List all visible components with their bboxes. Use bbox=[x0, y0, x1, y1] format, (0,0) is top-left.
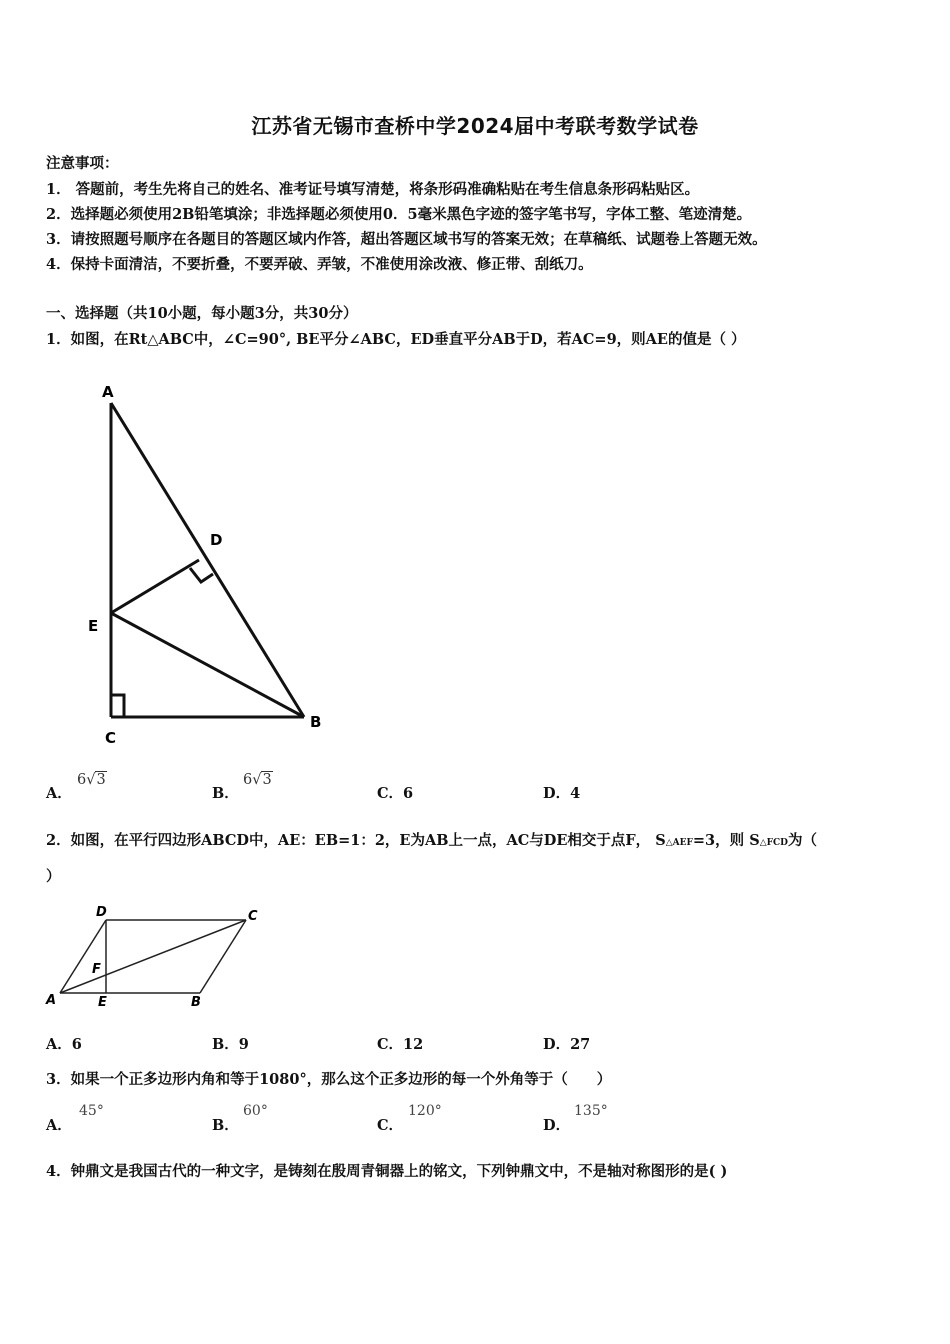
label-b: B bbox=[191, 995, 201, 1010]
question-1-stem: 1．如图，在Rt△ABC中，∠C=90°, BE平分∠ABC，ED垂直平分AB于D，若AC=9，则AE的值是（ ） bbox=[46, 331, 746, 348]
label-a: A bbox=[102, 383, 114, 401]
label-d: D bbox=[210, 531, 223, 549]
q1-option-a-label: A． bbox=[46, 785, 72, 802]
label-d: D bbox=[96, 905, 107, 920]
segment-eb bbox=[111, 613, 304, 717]
q2-option-b: B．9 bbox=[212, 1036, 249, 1053]
q1-option-a-value: 6√3 bbox=[77, 772, 106, 788]
question-2-stem: 2．如图，在平行四边形ABCD中，AE：EB=1：2，E为AB上一点，AC与DE相交于点F， S△AEF=3，则 S△FCD为（ bbox=[46, 832, 817, 849]
notice-heading: 注意事项： bbox=[46, 155, 119, 172]
notice-item-4: 4．保持卡面清洁，不要折叠，不要弄破、弄皱，不准使用涂改液、修正带、刮纸刀。 bbox=[46, 256, 593, 273]
q1-option-b-label: B． bbox=[212, 785, 239, 802]
segment-ed bbox=[111, 560, 199, 613]
segment-ad bbox=[60, 920, 106, 993]
label-c: C bbox=[105, 729, 117, 747]
notice-item-3: 3．请按照题号顺序在各题目的答题区域内作答，超出答题区域书写的答案无效；在草稿纸、试题卷上答题无效。 bbox=[46, 231, 767, 248]
q2-option-d: D．27 bbox=[543, 1036, 591, 1053]
q1-option-b-value: 6√3 bbox=[243, 772, 272, 788]
label-f: F bbox=[92, 962, 101, 977]
q3-option-c-value: 120° bbox=[408, 1103, 442, 1119]
question-1-figure bbox=[80, 375, 340, 750]
q3-option-a-value: 45° bbox=[79, 1103, 104, 1119]
label-a: A bbox=[46, 993, 57, 1008]
q3-option-b-value: 60° bbox=[243, 1103, 268, 1119]
label-e: E bbox=[88, 617, 99, 635]
q1-option-d: D．4 bbox=[543, 785, 581, 802]
q2-option-a: A．6 bbox=[46, 1036, 82, 1053]
notice-item-1: 1． 答题前，考生先将自己的姓名、准考证号填写清楚，将条形码准确粘贴在考生信息条形码粘贴区。 bbox=[46, 181, 700, 198]
q3-option-d-label: D． bbox=[543, 1117, 571, 1134]
question-2-stem-close: ） bbox=[46, 868, 61, 885]
page-title: 江苏省无锡市查桥中学2024届中考联考数学试卷 bbox=[251, 114, 699, 138]
notice-item-2: 2．选择题必须使用2B铅笔填涂；非选择题必须使用0．5毫米黑色字迹的签字笔书写，字体工整、笔迹清楚。 bbox=[46, 206, 752, 223]
segment-ac bbox=[60, 920, 246, 993]
question-3-stem: 3．如果一个正多边形内角和等于1080°，那么这个正多边形的每一个外角等于（ ） bbox=[46, 1071, 612, 1088]
question-2-figure bbox=[40, 902, 280, 1012]
q3-option-a-label: A． bbox=[46, 1117, 72, 1134]
right-angle-c bbox=[111, 695, 124, 717]
label-e: E bbox=[98, 995, 107, 1010]
segment-bc bbox=[200, 920, 246, 993]
q3-option-b-label: B． bbox=[212, 1117, 239, 1134]
q3-option-d-value: 135° bbox=[574, 1103, 608, 1119]
q3-option-c-label: C． bbox=[377, 1117, 404, 1134]
q1-option-c: C．6 bbox=[377, 785, 414, 802]
q2-option-c: C．12 bbox=[377, 1036, 424, 1053]
segment-ab bbox=[111, 403, 304, 717]
label-c: C bbox=[248, 909, 258, 924]
label-b: B bbox=[310, 713, 322, 731]
question-4-stem: 4．钟鼎文是我国古代的一种文字，是铸刻在殷周青铜器上的铭文，下列钟鼎文中，不是轴对称图形的是( ) bbox=[46, 1163, 728, 1180]
right-angle-d bbox=[190, 568, 213, 582]
section-heading: 一、选择题（共10小题，每小题3分，共30分） bbox=[46, 305, 358, 322]
